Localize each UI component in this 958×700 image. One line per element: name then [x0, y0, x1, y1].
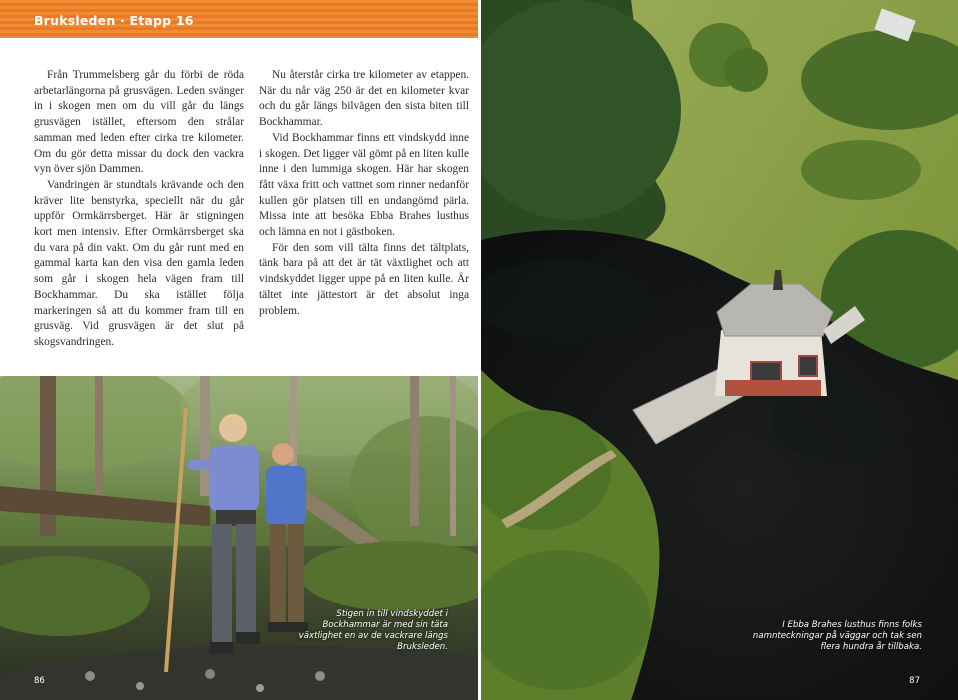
- paragraph: Från Trummelsberg går du förbi de röda arbetarlängorna på grusvägen. Leden svänger in i skogen men om du vill går du längs grusvägen istället, eftersom den strålar samman med leden efter cirka tre kilometer. Om du gör detta missar du dock den vackra vyn över sjön Dammen.: [34, 69, 244, 176]
- paragraph: Vid Bockhammar finns ett vindskydd inne i skogen. Det ligger väl gömt på en liten kulle inne i den lummiga skogen. Här har skogen fått växa fritt och vattnet som rinner nedanför kullen gör platsen till en undangömd pärla. Missa inte att besöka Ebba Brahes lusthus och lämna en not i gästboken.: [259, 131, 469, 239]
- text-column-1: [34, 68, 244, 351]
- photo-caption: I Ebba Brahes lusthus finns folks namnteckningar på väggar och tak sen flera hundra år tillbaka.: [752, 620, 922, 652]
- text-column-2: [259, 68, 469, 319]
- right-page: [481, 0, 958, 700]
- page-number: 87: [909, 676, 920, 686]
- chapter-title: Bruksleden · Etapp 16: [34, 13, 194, 28]
- page-number: 86: [34, 676, 45, 686]
- paragraph: Vandringen är stundtals krävande och den kräver lite benstyrka, speciellt när du går uppför Ormkärrsberget. Här är stigningen kort men intensiv. Efter Ormkärrsberget ska du vara på din vakt. Om du går runt med en gammal karta kan den visa den gamla leden som går i skogen hela vägen fram till Bockhammar. Du ska istället följa markeringen så att du kommer fram till en grusväg. Vid grusvägen är det slut på skogsvandringen.: [34, 178, 244, 348]
- paragraph: Nu återstår cirka tre kilometer av etappen. När du når väg 250 är det en kilometer kvar och du går längs bilvägen den sista biten till Bockhammar.: [259, 69, 469, 129]
- photo-caption: Stigen in till vindskyddet i Bockhammar är med sin täta växtlighet en av de vackrare längs Bruksleden.: [298, 609, 448, 652]
- paragraph: För den som vill tälta finns det tältplats, tänk bara på att det är tät växtlighet och att vindskyddet ligger uppe på en liten kulle. Är tältet inte jättestort är det absolut inga problem.: [259, 241, 469, 317]
- aerial-lake-gazebo-photo: [481, 0, 958, 700]
- left-page: [0, 0, 478, 700]
